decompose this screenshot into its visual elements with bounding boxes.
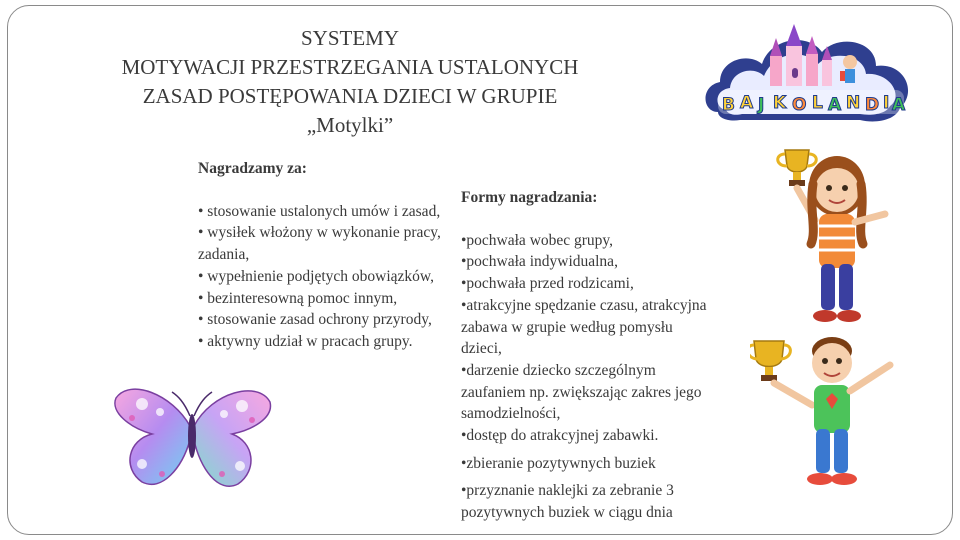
rewards-for-section (198, 158, 443, 353)
svg-text:L: L (812, 93, 823, 113)
svg-text:J: J (758, 95, 765, 115)
svg-text:A: A (892, 95, 906, 115)
list-item: • stosowanie zasad ochrony przyrody, (198, 311, 432, 329)
list-item: • stosowanie ustalonych umów i zasad, (198, 202, 441, 220)
list-item: •pochwała przed rodzicami, (461, 275, 634, 293)
list-item: • wysiłek włożony w wykonanie pracy, zadania, (198, 224, 441, 264)
list-item: • bezinteresowną pomoc innym, (198, 289, 398, 307)
reward-forms-heading: Formy nagradzania: (461, 189, 598, 206)
svg-text:K: K (773, 93, 787, 113)
svg-text:D: D (865, 95, 880, 115)
list-item: •zbieranie pozytywnych buziek (461, 454, 656, 472)
svg-text:N: N (846, 93, 861, 113)
girl-with-trophy-illustration (765, 140, 905, 335)
rewards-for-heading: Nagradzamy za: (198, 160, 307, 177)
reward-forms-section (461, 187, 711, 524)
boy-with-trophy-illustration (750, 325, 910, 500)
list-item: •przyznanie naklejki za zebranie 3 pozytywnych buziek w ciągu dnia (461, 482, 674, 522)
title-line: ZASAD POSTĘPOWANIA DZIECI W GRUPIE (142, 84, 558, 108)
svg-text:I: I (883, 93, 890, 113)
butterfly-icon (112, 378, 272, 500)
list-item: • wypełnienie podjętych obowiązków, (198, 267, 434, 285)
title-line: SYSTEMY (300, 26, 400, 50)
svg-text:O: O (792, 95, 807, 115)
list-item: •pochwała indywidualna, (461, 253, 618, 271)
list-item: • aktywny udział w pracach grupy. (198, 332, 413, 350)
svg-text:A: A (740, 93, 754, 113)
svg-text:B: B (722, 95, 735, 115)
list-item: •pochwała wobec grupy, (461, 231, 614, 249)
title-line: „Motylki” (306, 113, 394, 137)
title-line: MOTYWACJI PRZESTRZEGANIA USTALONYCH (121, 55, 579, 79)
list-item: •darzenie dziecko szczególnym zaufaniem np. zwiększając zakres jego samodzielności, (461, 361, 702, 423)
slide-title (60, 24, 640, 140)
svg-text:A: A (828, 95, 842, 115)
list-item: •atrakcyjne spędzanie czasu, atrakcyjna zabawa w grupie według pomysłu dzieci, (461, 296, 707, 358)
bajkolandia-logo (700, 16, 920, 132)
list-item: •dostęp do atrakcyjnej zabawki. (461, 427, 659, 445)
